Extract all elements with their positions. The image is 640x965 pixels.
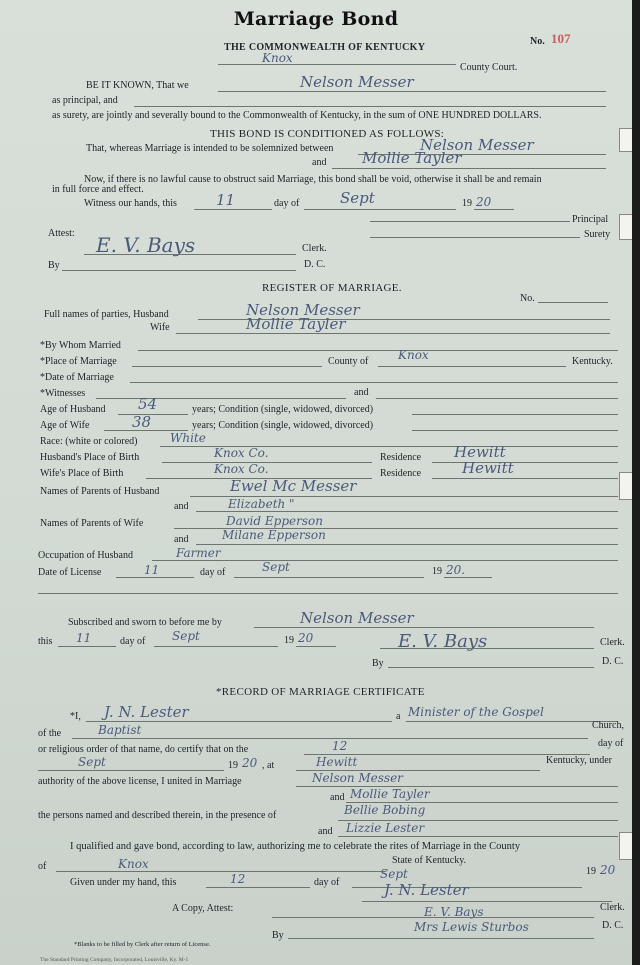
register-clerk-line [380,648,594,649]
authority-text: authority of the above license, I united in Marriage [38,776,242,787]
witness-label: Witness our hands, this [84,198,177,209]
condition-wife-label: years; Condition (single, widowed, divorced) [192,420,374,431]
principal-sig-line [370,221,570,222]
license-year-prefix: 19 [432,566,442,577]
bond-month-line [304,209,456,210]
cert-witness2-line [338,836,618,837]
given-year-prefix: 19 [586,866,596,877]
surety-label: Surety [584,229,611,240]
age-husband-line [118,414,188,415]
year-prefix: 19 [462,198,472,209]
license-day-line [116,577,194,578]
bond-authorization-text: I qualified and gave bond, according to law, authorizing me to celebrate the rites of Marriage in the County [70,841,521,852]
party1-name: Nelson Messer [420,136,534,154]
license-month: Sept [262,560,290,574]
cert-county-line [56,871,386,872]
county-handwritten: Knox [262,51,293,65]
sworn-year: 20 [298,631,314,645]
full-force-text: in full force and effect. [52,184,144,195]
given-day: 12 [230,872,246,886]
wife-label: Wife [150,322,170,333]
cert-place: Hewitt [316,755,358,769]
wife-birth: Knox Co. [214,462,269,476]
cert-a-label: a [396,711,401,722]
copy-attest-label: A Copy, Attest: [172,903,234,914]
full-names-label: Full names of parties, Husband [44,309,169,320]
bond-clerk-signature: E. V. Bays [96,233,196,257]
footnote: *Blanks to be filled by Clerk after return of License. [74,941,211,948]
given-year: 20 [600,863,616,877]
by-line [62,270,296,271]
cert-of-label: of [38,861,47,872]
husband-residence: Hewitt [454,443,506,461]
witness1-line [96,398,346,399]
license-month-line [234,577,424,578]
sworn-this-label: this [38,636,53,647]
clerk-label: Clerk. [302,243,327,254]
cert-year: 20 [242,756,258,770]
church-label: Church, [592,720,624,731]
county-court-label: County Court. [460,62,518,73]
cert-witness-and: and [318,826,333,837]
party2-line [332,168,606,169]
wife-residence: Hewitt [462,459,514,477]
occupation-label: Occupation of Husband [38,550,133,561]
parent-husband-1: Ewel Mc Messer [230,477,357,495]
witness2-line [376,398,618,399]
minister-title: Minister of the Gospel [408,705,544,719]
cert-clerk-signature: E. V. Bays [424,905,484,919]
by-whom-label: *By Whom Married [40,340,121,351]
register-county-line [378,366,566,367]
parents-husband-label: Names of Parents of Husband [40,486,160,497]
wife-residence-label: Residence [380,468,422,479]
given-day-line [206,887,310,888]
deputy-clerk-signature: Mrs Lewis Sturbos [414,920,529,934]
given-under-label: Given under my hand, this [70,877,177,888]
principal-label: Principal [572,214,609,225]
county-of-label: County of [328,356,369,367]
register-clerk-label: Clerk. [600,637,625,648]
cert-day-of-label: day of [598,738,624,749]
by-whom-line [138,350,618,351]
parent-wife-1: David Epperson [226,514,323,528]
bond-day-line [194,209,272,210]
that-whereas-label: That, whereas Marriage is intended to be solemnized between [86,143,334,154]
register-heading: REGISTER OF MARRIAGE. [262,282,402,294]
register-no-line [538,302,608,303]
church-line [72,738,588,739]
husband-residence-line [432,462,618,463]
cert-party2: Mollie Tayler [350,787,430,801]
license-year-line [444,577,492,578]
subscriber-line [254,627,594,628]
register-no-label: No. [520,293,535,304]
now-if-text: Now, if there is no lawful cause to obstruct said Marriage, this bond shall be void, otherwise it shall be and remain [84,174,542,185]
sworn-day-of: day of [120,636,146,647]
minister-title-line [406,721,618,722]
cert-witness1: Bellie Bobing [344,803,426,817]
county-line [218,64,456,65]
minister-sig-line [362,901,612,902]
kentucky-under-label: Kentucky, under [546,755,612,766]
parents-wife-and: and [174,534,189,545]
parents-wife-label: Names of Parents of Wife [40,518,144,529]
bond-year: 20 [476,195,492,209]
subscribed-label: Subscribed and sworn to before me by [68,617,222,628]
cert-clerk-line [272,917,594,918]
license-day-of: day of [200,567,226,578]
place-of-marriage-label: *Place of Marriage [40,356,117,367]
surety-sig-line [370,237,580,238]
condition-husband-line [412,414,618,415]
parent-wife-2-line [196,544,618,545]
bond-month: Sept [340,189,375,207]
race-label: Race: (white or colored) [40,436,138,447]
age-wife-label: Age of Wife [40,420,90,431]
surety-text: as surety, are jointly and severally bound to the Commonwealth of Kentucky, in the sum of ONE HUNDRED DOLLARS. [52,110,542,121]
parent-husband-2: Elizabeth " [228,497,295,511]
presence-text: the persons named and described therein, in the presence of [38,810,277,821]
given-month: Sept [380,867,408,881]
husband-name: Nelson Messer [246,301,360,319]
be-it-known-label: BE IT KNOWN, That we [86,80,189,91]
kentucky-label: Kentucky. [572,356,613,367]
age-husband-label: Age of Husband [40,404,106,415]
cert-month: Sept [78,755,106,769]
sworn-year-prefix: 19 [284,635,294,646]
register-by-line [388,667,594,668]
given-day-of: day of [314,877,340,888]
register-clerk-signature: E. V. Bays [398,631,488,652]
cert-clerk-label: Clerk. [600,902,625,913]
parent-husband-2-line [196,511,618,512]
age-wife: 38 [132,413,152,431]
dc-label: D. C. [304,259,326,270]
printer-line: The Standard Printing Company, Incorporated, Louisville, Ky. M-1 [40,957,189,963]
party2-name: Mollie Tayler [362,149,462,167]
and-label: and [312,157,327,168]
cert-month-line [38,770,224,771]
wife-residence-line [432,478,618,479]
sworn-month: Sept [172,629,200,643]
cert-party1-line [296,786,618,787]
day-of-label: day of [274,198,300,209]
minister-signature: J. N. Lester [384,881,469,899]
subscriber-name: Nelson Messer [300,609,414,627]
wife-line [176,333,610,334]
cert-year-prefix: 19 [228,760,238,771]
cert-day: 12 [332,739,348,753]
state-of-kentucky: State of Kentucky. [392,855,467,866]
parents-husband-and: and [174,501,189,512]
of-the-label: of the [38,728,62,739]
condition-husband-label: years; Condition (single, widowed, divorced) [192,404,374,415]
cert-witness2: Lizzie Lester [346,821,425,835]
certificate-heading: *RECORD OF MARRIAGE CERTIFICATE [216,686,425,698]
minister-name: J. N. Lester [104,703,189,721]
race-value: White [170,431,206,445]
condition-wife-line [412,430,618,431]
witnesses-and-label: and [354,387,369,398]
cert-dc-label: D. C. [602,920,624,931]
bond-day: 11 [216,191,236,209]
wife-birth-label: Wife's Place of Birth [40,468,124,479]
principal-name: Nelson Messer [300,73,414,91]
occupation-line [152,560,618,561]
commonwealth-heading: THE COMMONWEALTH OF KENTUCKY [224,42,426,53]
conditioned-heading: THIS BOND IS CONDITIONED AS FOLLOWS: [210,128,445,140]
cert-by-label: By [272,930,284,941]
by-label: By [48,260,60,271]
church-name: Baptist [98,723,142,737]
attest-label: Attest: [48,228,75,239]
clerk-line [84,254,296,255]
license-year: 20. [446,563,466,577]
parent-wife-2: Milane Epperson [222,528,326,542]
license-day: 11 [144,563,160,577]
cert-by-line [288,938,594,939]
husband-birth: Knox Co. [214,446,269,460]
register-dc-label: D. C. [602,656,624,667]
register-county: Knox [398,348,429,362]
number-label: No. [530,36,545,47]
bond-year-line [474,209,514,210]
sworn-month-line [154,646,278,647]
principal-line [218,91,606,92]
license-label: Date of License [38,567,102,578]
cert-i-label: *I, [70,711,81,722]
occupation-value: Farmer [176,546,221,560]
register-by-label: By [372,658,384,669]
place-line [132,366,322,367]
dark-page-edge [632,0,640,965]
document-title: Marriage Bond [233,8,399,30]
religious-order-text: or religious order of that name, do certify that on the [38,744,249,755]
cert-party1: Nelson Messer [312,771,403,785]
sworn-day-line [58,646,116,647]
witnesses-label: *Witnesses [40,388,86,399]
sworn-day: 11 [76,631,92,645]
date-of-marriage-line [130,382,618,383]
age-husband: 54 [138,395,158,413]
cert-county: Knox [118,857,149,871]
cert-at-label: , at [262,760,275,771]
bond-number: 107 [551,31,571,46]
date-of-marriage-label: *Date of Marriage [40,372,114,383]
sworn-year-line [296,646,336,647]
as-principal-label: as principal, and [52,95,118,106]
husband-birth-label: Husband's Place of Birth [40,452,140,463]
surety-name-line [134,106,606,107]
husband-residence-label: Residence [380,452,422,463]
cert-and-label: and [330,792,345,803]
wife-name: Mollie Tayler [246,315,346,333]
register-blank-line-1 [38,593,618,594]
